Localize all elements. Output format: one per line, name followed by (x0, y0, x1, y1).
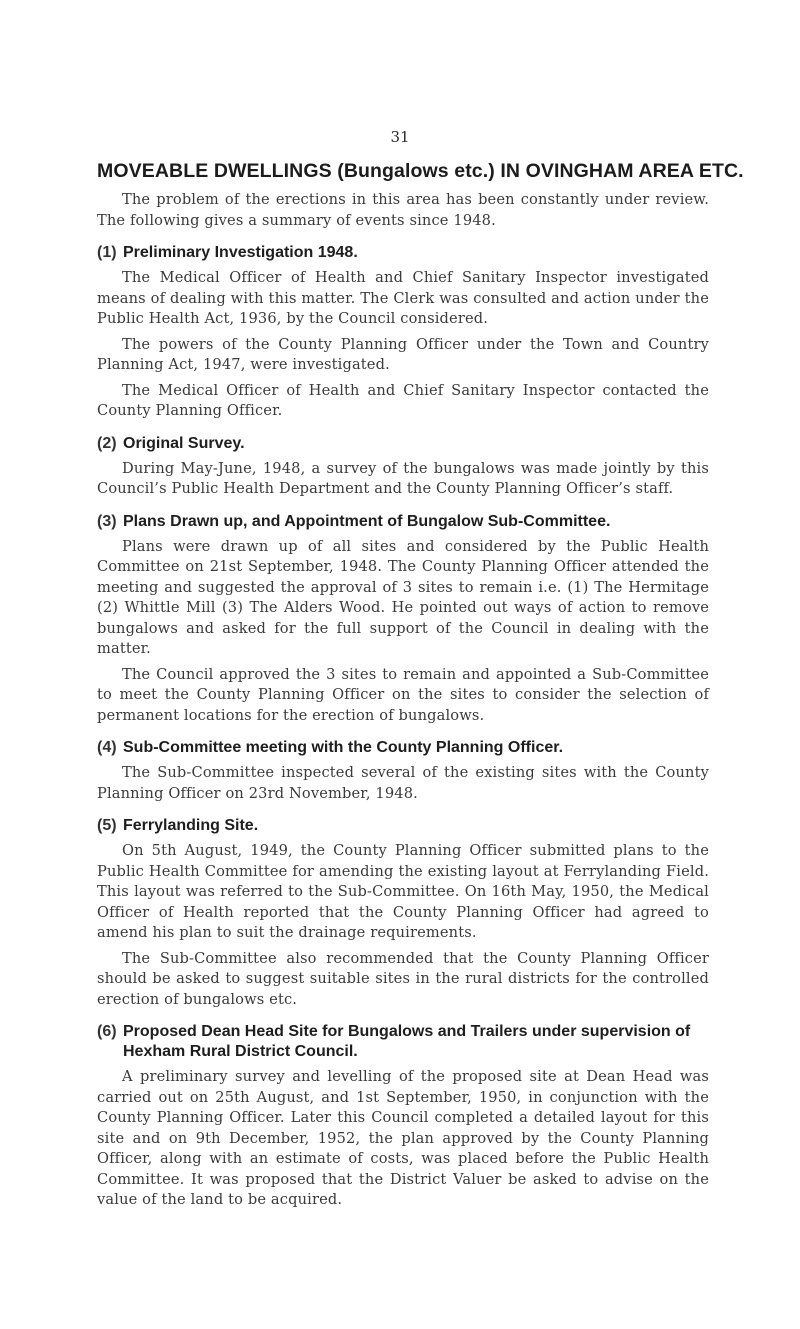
section-title: Sub-Committee meeting with the County Planning Officer. (123, 739, 564, 756)
section-title: Ferrylanding Site. (123, 817, 259, 834)
document-title: MOVEABLE DWELLINGS (Bungalows etc.) IN OVINGHAM AREA ETC. (97, 160, 744, 182)
section-heading (97, 738, 709, 758)
section-heading (97, 1022, 709, 1062)
section-paragraph: During May-June, 1948, a survey of the bungalows was made jointly by this Council’s Public Health Department and the County Planning Officer’s staff. (97, 459, 709, 497)
section-number: (2) (97, 434, 117, 452)
section-number: (6) (97, 1023, 117, 1040)
section-number: (4) (97, 739, 117, 756)
document-body (97, 160, 744, 1211)
section-number: (1) (97, 244, 117, 261)
section-original-survey (97, 434, 709, 500)
section-preliminary-investigation (97, 243, 709, 422)
intro-paragraph: The problem of the erections in this area has been constantly under review. The following gives a summary of events since 1948. (97, 191, 709, 229)
section-heading (97, 816, 709, 836)
section-number: (5) (97, 817, 117, 834)
section-paragraph: The Council approved the 3 sites to remain and appointed a Sub-Committee to meet the County Planning Officer on the sites to consider the selection of permanent locations for the erection of bungalows. (97, 665, 709, 724)
section-title: Original Survey. (123, 434, 245, 452)
section-paragraph: The Medical Officer of Health and Chief Sanitary Inspector investigated means of dealing with this matter. The Clerk was consulted and action under the Public Health Act, 1936, by the Council considered. (97, 269, 709, 327)
section-paragraph: The powers of the County Planning Officer under the Town and Country Planning Act, 1947, were investigated. (97, 335, 709, 373)
section-dean-head-site (97, 1022, 709, 1211)
page-number: 31 (390, 128, 410, 146)
section-heading (97, 512, 709, 532)
section-paragraph: The Sub-Committee inspected several of the existing sites with the County Planning Officer on 23rd November, 1948. (97, 764, 709, 802)
section-title: Preliminary Investigation 1948. (123, 244, 358, 261)
section-number: (3) (97, 512, 117, 530)
section-paragraph: A preliminary survey and levelling of the proposed site at Dean Head was carried out on 25th August, and 1st September, 1950, in conjunction with the County Planning Officer. Later this Council completed a detailed layout for this site and on 9th December, 1952, the plan approved by the County Planning Officer, along with an estimate of costs, was placed before the Public Health Committee. It was proposed that the District Valuer be asked to advise on the value of the land to be acquired. (97, 1068, 709, 1208)
section-title: Proposed Dean Head Site for Bungalows and Trailers under supervision of Hexham Rural District Council. (123, 1023, 691, 1060)
section-title: Plans Drawn up, and Appointment of Bungalow Sub-Committee. (123, 512, 611, 530)
section-plans-drawn-up (97, 512, 709, 727)
section-heading (97, 434, 709, 454)
section-paragraph: On 5th August, 1949, the County Planning Officer submitted plans to the Public Health Committee for amending the existing layout at Ferrylanding Field. This layout was referred to the Sub-Committee. On 16th May, 1950, the Medical Officer of Health reported that the County Planning Officer had agreed to amend his plan to suit the drainage requirements. (97, 842, 709, 941)
section-paragraph: Plans were drawn up of all sites and considered by the Public Health Committee on 21st September, 1948. The County Planning Officer attended the meeting and suggested the approval of 3 sites to remain i.e. (1) The Hermitage (2) Whittle Mill (3) The Alders Wood. He pointed out ways of action to remove bungalows and asked for the full support of the Council in dealing with the matter. (97, 537, 709, 657)
section-heading (97, 243, 709, 263)
section-paragraph: The Sub-Committee also recommended that the County Planning Officer should be asked to suggest suitable sites in the rural districts for the controlled erection of bungalows etc. (97, 949, 709, 1008)
section-paragraph: The Medical Officer of Health and Chief Sanitary Inspector contacted the County Planning Officer. (97, 381, 709, 419)
section-ferrylanding-site (97, 816, 709, 1010)
section-sub-committee-meeting (97, 738, 709, 804)
